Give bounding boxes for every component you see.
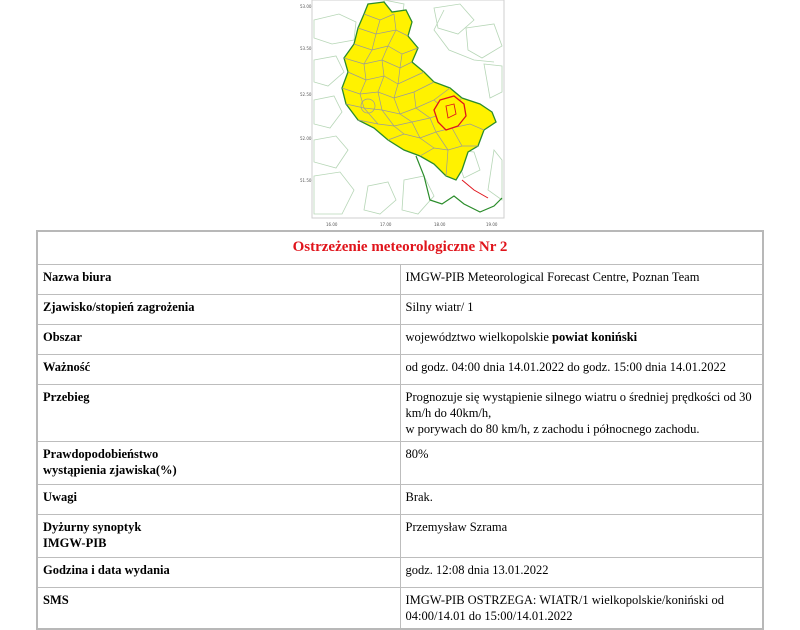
table-row — [37, 295, 763, 325]
area-county: powiat koniński — [552, 330, 638, 344]
label-line-2: wystąpienia zjawiska(%) — [43, 463, 177, 477]
label-line-2: IMGW-PIB — [43, 536, 107, 550]
label-line-1: Prawdopodobieństwo — [43, 447, 159, 461]
table-row — [37, 265, 763, 295]
table-row — [37, 588, 763, 630]
table-row — [37, 325, 763, 355]
table-row — [37, 558, 763, 588]
row-label: Uwagi — [37, 485, 400, 515]
row-value: Brak. — [400, 485, 763, 515]
row-value: Silny wiatr/ 1 — [400, 295, 763, 325]
row-label: Ważność — [37, 355, 400, 385]
row-value: IMGW-PIB Meteorological Forecast Centre, Poznan Team — [400, 265, 763, 295]
row-label — [37, 442, 400, 485]
table-row — [37, 485, 763, 515]
lat-label: 52.00 — [300, 136, 312, 141]
warning-table — [36, 230, 764, 630]
row-label: Godzina i data wydania — [37, 558, 400, 588]
lat-label: 53.50 — [300, 46, 312, 51]
table-row — [37, 385, 763, 442]
row-label: Zjawisko/stopień zagrożenia — [37, 295, 400, 325]
row-label: Przebieg — [37, 385, 400, 442]
course-line-1: Prognozuje się wystąpienie silnego wiatru o średniej prędkości od 30 km/h do 40km/h, — [405, 390, 752, 420]
table-row — [37, 515, 763, 558]
table-row — [37, 355, 763, 385]
row-label: Obszar — [37, 325, 400, 355]
lon-labels — [326, 222, 498, 227]
table-row — [37, 442, 763, 485]
row-value — [400, 325, 763, 355]
warning-map — [284, 0, 516, 228]
lon-label: 16.00 — [326, 222, 338, 227]
lat-labels — [300, 4, 312, 183]
row-value: 80% — [400, 442, 763, 485]
row-label: SMS — [37, 588, 400, 630]
lon-label: 19.00 — [486, 222, 498, 227]
row-label — [37, 515, 400, 558]
row-value: godz. 12:08 dnia 13.01.2022 — [400, 558, 763, 588]
lat-label: 53.00 — [300, 4, 312, 9]
label-line-1: Dyżurny synoptyk — [43, 520, 142, 534]
title-row — [37, 231, 763, 265]
row-value — [400, 385, 763, 442]
lat-label: 51.50 — [300, 178, 312, 183]
warning-title: Ostrzeżenie meteorologiczne Nr 2 — [37, 231, 763, 265]
lon-label: 18.00 — [434, 222, 446, 227]
lon-label: 17.00 — [380, 222, 392, 227]
course-line-2: w porywach do 80 km/h, z zachodu i północnego zachodu. — [405, 422, 700, 436]
row-value: od godz. 04:00 dnia 14.01.2022 do godz. 15:00 dnia 14.01.2022 — [400, 355, 763, 385]
voivodeship-map-svg — [284, 0, 516, 228]
row-value: IMGW-PIB OSTRZEGA: WIATR/1 wielkopolskie/koniński od 04:00/14.01 do 15:00/14.01.2022 — [400, 588, 763, 630]
row-label: Nazwa biura — [37, 265, 400, 295]
lat-label: 52.50 — [300, 92, 312, 97]
area-voivodeship: województwo wielkopolskie — [405, 330, 549, 344]
row-value: Przemysław Szrama — [400, 515, 763, 558]
